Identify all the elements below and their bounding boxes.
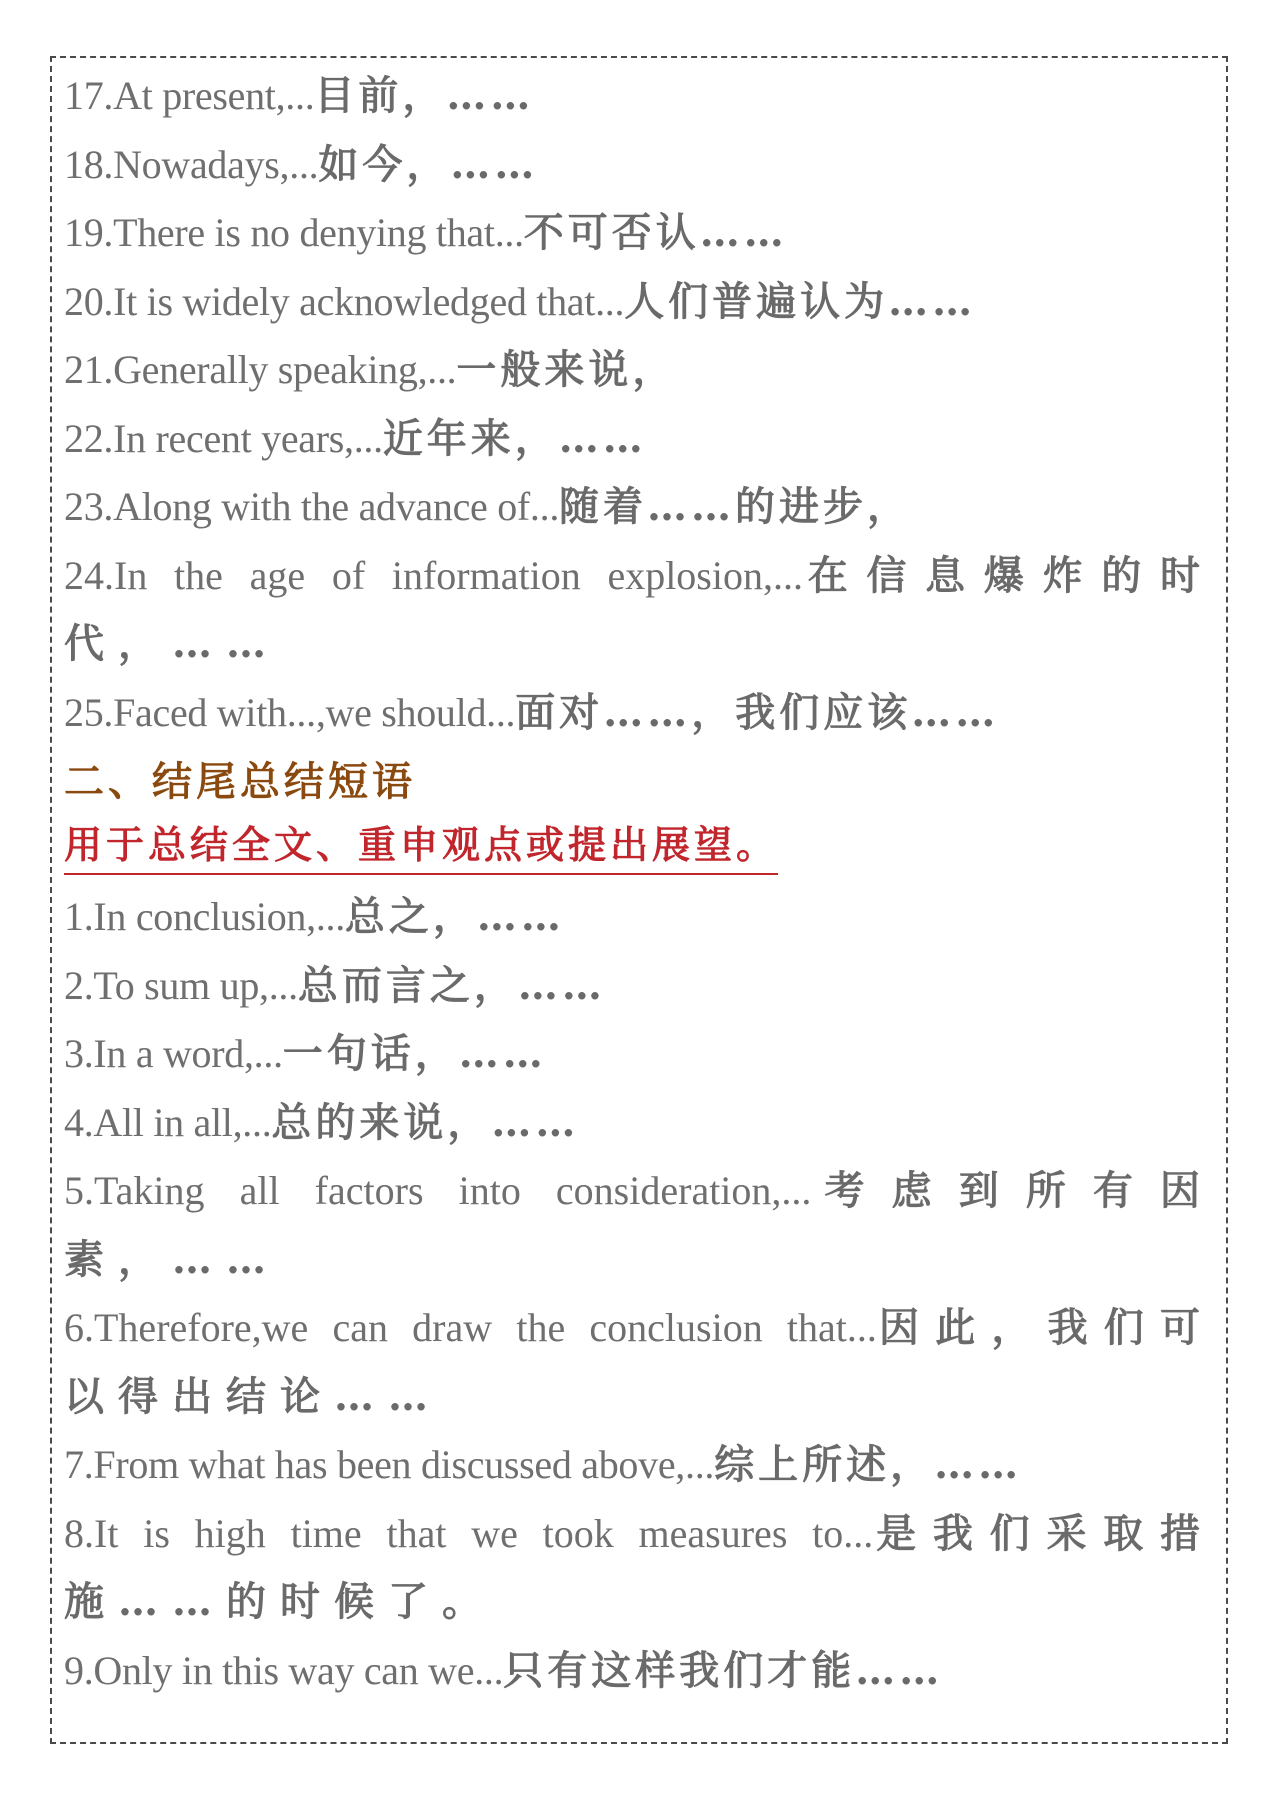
phrase-item: [64, 952, 1216, 1021]
phrase-item: [64, 1431, 1216, 1500]
phrase-item: [64, 336, 1216, 405]
phrase-item: [64, 1089, 1216, 1158]
phrase-zh: 随着……的进步，: [559, 483, 912, 530]
phrase-zh: 不可否认……: [523, 209, 788, 256]
phrase-item: [64, 199, 1216, 268]
phrase-item: [64, 1637, 1216, 1706]
phrase-item: [64, 542, 1214, 679]
phrase-zh: 只有这样我们才能……: [503, 1646, 944, 1694]
phrase-zh: 一般来说，: [456, 346, 677, 393]
phrase-en: 21.Generally speaking,...: [64, 347, 457, 392]
phrase-zh: 一句话，……: [282, 1030, 547, 1077]
phrase-en: 24.In the age of information explosion,...: [64, 552, 803, 598]
phrase-zh: 人们普遍认为……: [624, 277, 977, 325]
phrase-zh: 总的来说，……: [271, 1098, 580, 1146]
phrase-zh: 考虑到所有因素，……: [64, 1167, 1215, 1283]
phrase-en: 5.Taking all factors into consideration,...: [64, 1168, 812, 1213]
phrase-en: 18.Nowadays,...: [64, 141, 319, 187]
phrase-zh: 是我们采取措施……的时候了。: [64, 1509, 1215, 1625]
phrase-en: 4.All in all,...: [64, 1099, 272, 1145]
phrase-zh: 在信息爆炸的时代，……: [64, 551, 1214, 667]
phrase-item: [64, 268, 1216, 337]
phrase-en: 23.Along with the advance of...: [64, 484, 560, 529]
phrase-item: [64, 883, 1216, 952]
phrase-zh: 面对……，我们应该……: [515, 688, 1000, 736]
phrase-item: [64, 1157, 1214, 1294]
phrase-zh: 如今，……: [318, 140, 539, 188]
phrase-zh: 综上所述，……: [714, 1441, 1023, 1488]
phrase-en: 20.It is widely acknowledged that...: [64, 278, 625, 324]
phrase-en: 7.From what has been discussed above,...: [64, 1442, 715, 1487]
phrase-en: 8.It is high time that we took measures to...: [64, 1510, 874, 1556]
phrase-zh: 近年来，……: [382, 414, 647, 462]
phrase-item: [64, 473, 1216, 542]
phrase-item: [64, 1500, 1214, 1637]
phrase-en: 6.Therefore,we can draw the conclusion that...: [64, 1305, 877, 1350]
phrase-item: [64, 131, 1216, 200]
phrase-zh: 总而言之，……: [297, 961, 606, 1009]
phrase-zh: 因此，我们可以得出结论……: [64, 1304, 1214, 1420]
phrase-en: 9.Only in this way can we...: [64, 1647, 504, 1693]
phrase-en: 25.Faced with...,we should...: [64, 689, 516, 735]
phrase-en: 2.To sum up,...: [64, 962, 298, 1008]
phrase-item: [64, 405, 1216, 474]
document-content: [64, 62, 1216, 1705]
phrase-item: [64, 1020, 1216, 1089]
section-subheading: 用于总结全文、重申观点或提出展望。: [64, 817, 778, 875]
phrase-item: [64, 1294, 1214, 1431]
phrase-en: 1.In conclusion,...: [64, 894, 345, 939]
phrase-zh: 总之，……: [344, 893, 565, 940]
phrase-item: [64, 62, 1216, 131]
phrase-en: 3.In a word,...: [64, 1031, 283, 1076]
phrase-en: 17.At present,...: [64, 73, 315, 118]
phrase-item: [64, 679, 1216, 748]
section-heading: 二、结尾总结短语: [64, 758, 416, 805]
phrase-en: 19.There is no denying that...: [64, 210, 524, 255]
phrase-en: 22.In recent years,...: [64, 415, 383, 461]
phrase-zh: 目前，……: [314, 72, 535, 119]
